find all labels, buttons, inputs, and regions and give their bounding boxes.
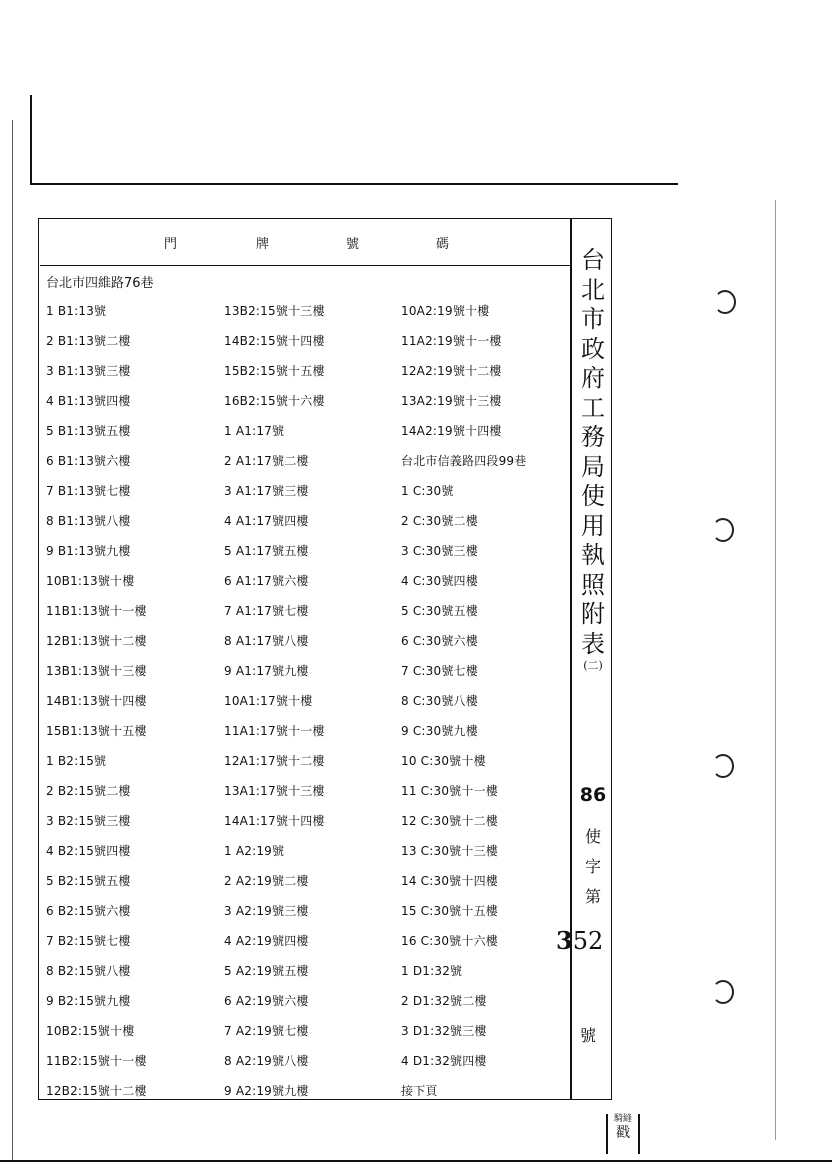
address-cell: 10B1:13號十樓: [46, 574, 135, 588]
vertical-title-char: 表: [581, 629, 605, 658]
street-title: 台北市四維路76巷: [46, 276, 154, 291]
vertical-title-char: 局: [581, 452, 605, 481]
address-cell: 3 A2:19號三樓: [224, 904, 309, 918]
address-column-2: [224, 300, 399, 1110]
address-cell: 12 C:30號十二樓: [401, 814, 498, 828]
stamp-main-text: 戳: [616, 1125, 630, 1141]
address-cell: 12A1:17號十二樓: [224, 754, 325, 768]
address-cell: 10A1:17號十樓: [224, 694, 313, 708]
header-char: 牌: [256, 237, 270, 252]
address-cell: 10B2:15號十樓: [46, 1024, 135, 1038]
permit-number: [556, 926, 603, 955]
address-cell: 5 B2:15號五樓: [46, 874, 131, 888]
address-cell: 14B2:15號十四樓: [224, 334, 325, 348]
address-cell: 15B2:15號十五樓: [224, 364, 325, 378]
address-cell: 9 A1:17號九樓: [224, 664, 309, 678]
address-cell: 6 B1:13號六樓: [46, 454, 131, 468]
address-cell: 1 C:30號: [401, 484, 454, 498]
address-cell: 11A2:19號十一樓: [401, 334, 502, 348]
address-cell: 14A1:17號十四樓: [224, 814, 325, 828]
address-cell: 8 B1:13號八樓: [46, 514, 131, 528]
permit-char: 字: [584, 857, 601, 876]
punch-hole: [714, 290, 736, 314]
address-cell: 5 B1:13號五樓: [46, 424, 131, 438]
address-cell: 13A2:19號十三樓: [401, 394, 502, 408]
address-cell: 4 A1:17號四樓: [224, 514, 309, 528]
vertical-title: [578, 246, 608, 673]
address-cell: 7 A1:17號七樓: [224, 604, 309, 618]
address-cell: 4 C:30號四樓: [401, 574, 478, 588]
page-left-edge: [12, 120, 13, 1160]
page-bottom-edge: [0, 1160, 832, 1162]
address-column-1: [46, 300, 221, 1110]
top-rule: [32, 183, 678, 185]
address-cell: 2 C:30號二樓: [401, 514, 478, 528]
punch-hole: [712, 754, 734, 778]
address-cell: 7 A2:19號七樓: [224, 1024, 309, 1038]
header-char: 號: [346, 237, 360, 252]
address-cell: 3 A1:17號三樓: [224, 484, 309, 498]
vertical-title-char: 台: [581, 246, 605, 274]
address-cell: 11 C:30號十一樓: [401, 784, 498, 798]
address-cell: 1 A2:19號: [224, 844, 285, 858]
header-char: 碼: [436, 237, 450, 252]
table-header: [40, 219, 570, 266]
vertical-title-char: 政: [581, 334, 605, 363]
address-cell: 6 A2:19號六樓: [224, 994, 309, 1008]
address-cell: 7 C:30號七樓: [401, 664, 478, 678]
address-cell: 6 B2:15號六樓: [46, 904, 131, 918]
vertical-title-char: 照: [581, 570, 605, 599]
address-cell: 6 A1:17號六樓: [224, 574, 309, 588]
address-cell: 13B1:13號十三樓: [46, 664, 147, 678]
right-margin-line: [775, 200, 776, 1140]
address-cell: 2 A2:19號二樓: [224, 874, 309, 888]
permit-year: 86: [579, 784, 607, 806]
address-cell: 15B1:13號十五樓: [46, 724, 147, 738]
address-cell: 10 C:30號十樓: [401, 754, 486, 768]
punch-hole: [712, 518, 734, 542]
stamp-top-text: 騎縫: [613, 1114, 632, 1124]
vertical-title-char: 工: [581, 393, 605, 422]
address-cell: 14A2:19號十四樓: [401, 424, 502, 438]
permit-suffix: 號: [580, 1026, 597, 1045]
address-cell: 9 C:30號九樓: [401, 724, 478, 738]
address-cell: 1 B2:15號: [46, 754, 107, 768]
address-cell: 5 C:30號五樓: [401, 604, 478, 618]
address-cell: 12B2:15號十二樓: [46, 1084, 147, 1098]
header-char: 門: [164, 237, 178, 252]
permit-label: [578, 822, 608, 912]
seam-stamp: [606, 1114, 640, 1154]
vertical-title-char: 北: [581, 275, 605, 304]
address-cell: 16 C:30號十六樓: [401, 934, 498, 948]
address-cell: 16B2:15號十六樓: [224, 394, 325, 408]
address-cell: 4 D1:32號四樓: [401, 1054, 487, 1068]
address-cell: 4 B2:15號四樓: [46, 844, 131, 858]
address-cell: 2 B1:13號二樓: [46, 334, 131, 348]
address-cell: 11B2:15號十一樓: [46, 1054, 147, 1068]
address-cell: 4 B1:13號四樓: [46, 394, 131, 408]
address-cell: 9 B2:15號九樓: [46, 994, 131, 1008]
address-cell: 5 A1:17號五樓: [224, 544, 309, 558]
permit-char: 第: [584, 887, 601, 906]
address-cell: 12A2:19號十二樓: [401, 364, 502, 378]
punch-hole: [712, 980, 734, 1004]
address-cell: 12B1:13號十二樓: [46, 634, 147, 648]
address-cell: 10A2:19號十樓: [401, 304, 490, 318]
address-cell: 8 B2:15號八樓: [46, 964, 131, 978]
address-cell: 11B1:13號十一樓: [46, 604, 147, 618]
address-cell: 3 C:30號三樓: [401, 544, 478, 558]
address-cell: 2 D1:32號二樓: [401, 994, 487, 1008]
address-column-3: [401, 300, 576, 1110]
vertical-title-char: 府: [581, 364, 605, 392]
permit-number-lead: 3: [556, 926, 573, 955]
address-cell: 1 B1:13號: [46, 304, 107, 318]
address-cell: 4 A2:19號四樓: [224, 934, 309, 948]
vertical-title-char: 使: [581, 482, 605, 510]
address-cell: 8 A1:17號八樓: [224, 634, 309, 648]
address-cell: 11A1:17號十一樓: [224, 724, 325, 738]
address-cell: 2 B2:15號二樓: [46, 784, 131, 798]
address-cell: 13 C:30號十三樓: [401, 844, 498, 858]
address-cell: 5 A2:19號五樓: [224, 964, 309, 978]
address-cell: 3 B1:13號三樓: [46, 364, 131, 378]
permit-char: 使: [584, 827, 601, 846]
address-cell: 8 C:30號八樓: [401, 694, 478, 708]
address-cell: 13A1:17號十三樓: [224, 784, 325, 798]
address-cell: 14 C:30號十四樓: [401, 874, 498, 888]
address-cell: 6 C:30號六樓: [401, 634, 478, 648]
address-cell: 15 C:30號十五樓: [401, 904, 498, 918]
vertical-title-char: 務: [581, 423, 605, 451]
address-cell: 3 D1:32號三樓: [401, 1024, 487, 1038]
address-cell: 9 B1:13號九樓: [46, 544, 131, 558]
address-cell: 7 B1:13號七樓: [46, 484, 131, 498]
address-cell: 3 B2:15號三樓: [46, 814, 131, 828]
address-cell: 接下頁: [401, 1084, 438, 1098]
vertical-title-suffix: (二): [583, 659, 603, 672]
address-cell: 7 B2:15號七樓: [46, 934, 131, 948]
address-cell: 1 D1:32號: [401, 964, 463, 978]
vertical-title-char: 附: [581, 600, 605, 628]
permit-number-rest: 52: [572, 927, 604, 955]
vertical-title-char: 市: [581, 305, 605, 333]
address-cell: 9 A2:19號九樓: [224, 1084, 309, 1098]
vertical-title-char: 用: [581, 511, 605, 540]
address-cell: 2 A1:17號二樓: [224, 454, 309, 468]
address-cell: 台北市信義路四段99巷: [401, 454, 527, 468]
left-margin-line: [30, 95, 32, 185]
address-cell: 8 A2:19號八樓: [224, 1054, 309, 1068]
address-cell: 1 A1:17號: [224, 424, 285, 438]
address-cell: 14B1:13號十四樓: [46, 694, 147, 708]
vertical-title-char: 執: [581, 541, 605, 569]
address-cell: 13B2:15號十三樓: [224, 304, 325, 318]
